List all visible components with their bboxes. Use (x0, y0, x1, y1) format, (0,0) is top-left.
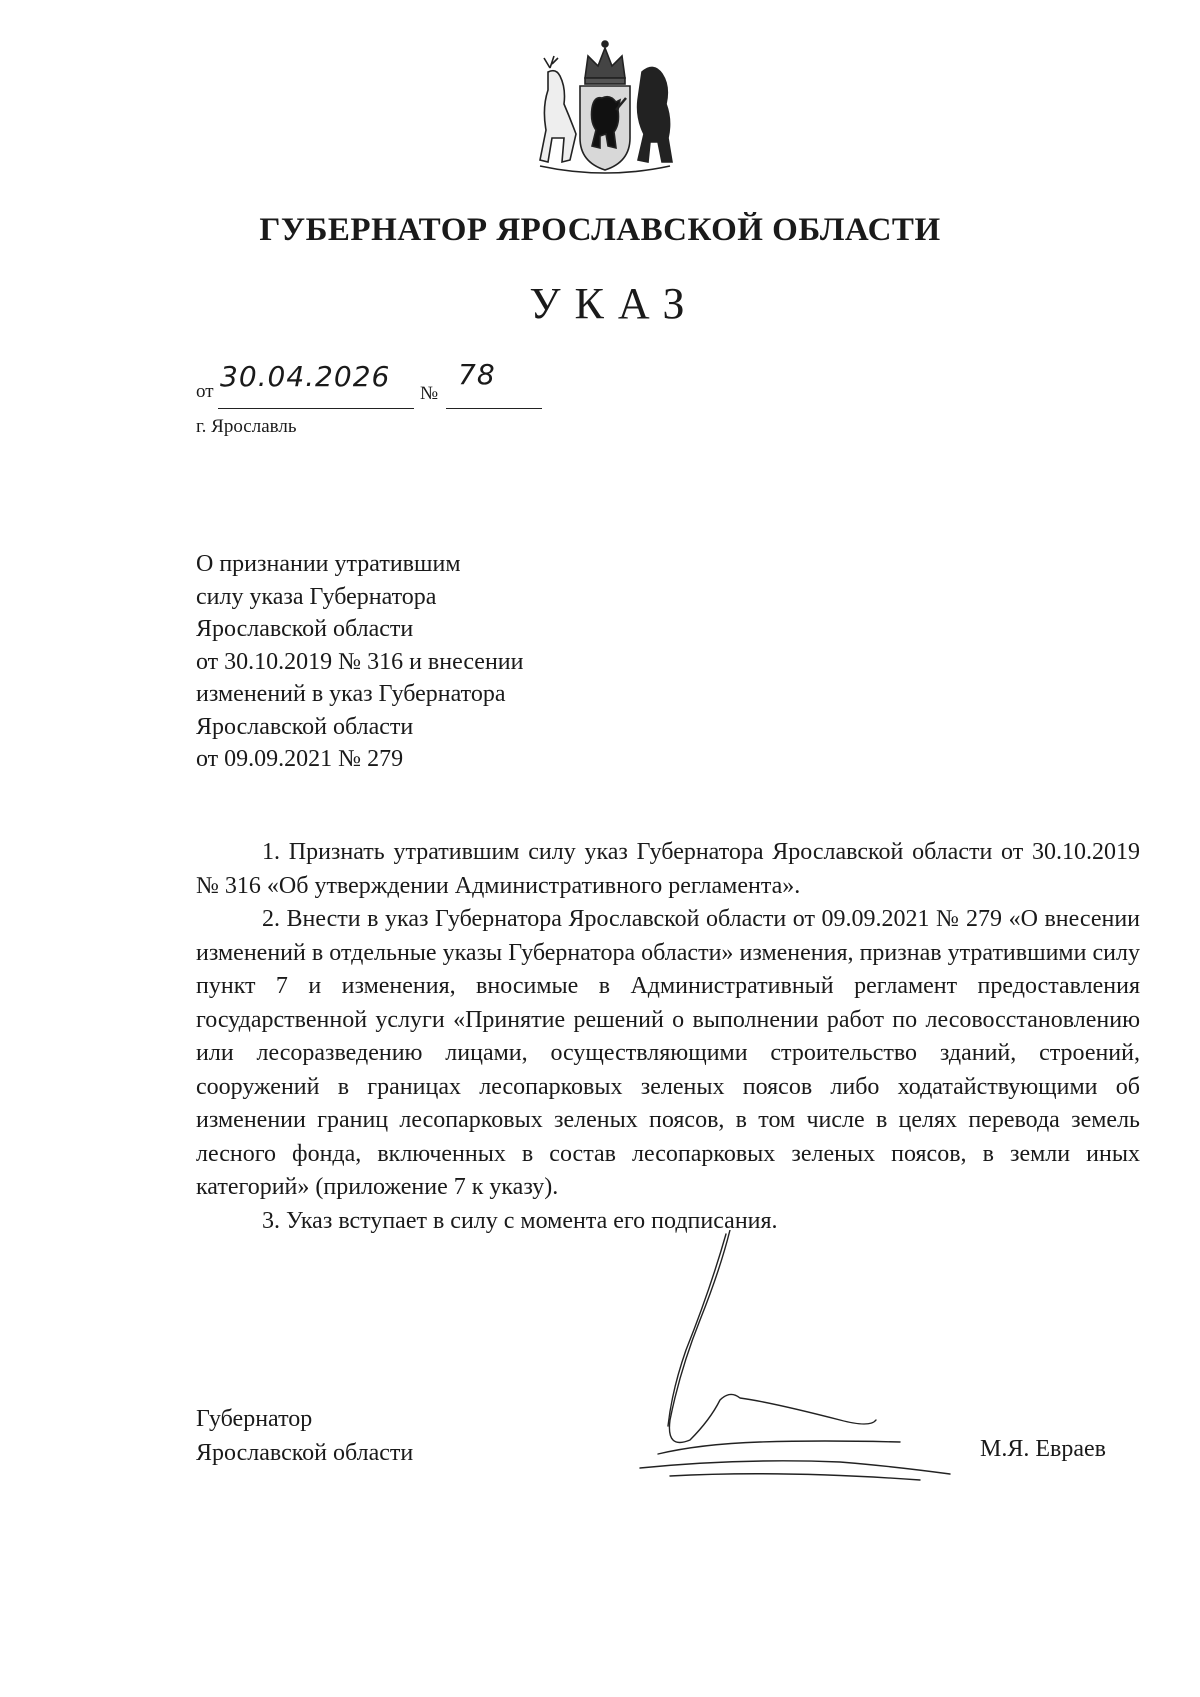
org-title: ГУБЕРНАТОР ЯРОСЛАВСКОЙ ОБЛАСТИ (259, 212, 941, 248)
date-prefix: от (196, 381, 214, 402)
subject-line: изменений в указ Губернатора (196, 681, 506, 707)
date-underline (218, 408, 414, 409)
subject-block (196, 548, 676, 776)
subject-line: силу указа Губернатора (196, 583, 437, 610)
paragraph-1: 1. Признать утратившим силу указ Губернатора Ярославской области от 30.10.2019 № 316 «Об утверждении Административного регламента». (196, 839, 1140, 899)
position-line: Ярославской области (196, 1440, 414, 1466)
subject-line: Ярославской области (196, 616, 414, 642)
position-line: Губернатор (196, 1406, 313, 1432)
signatory-position (196, 1402, 413, 1470)
subject-line: от 09.09.2021 № 279 (196, 746, 404, 772)
paragraph-2: 2. Внести в указ Губернатора Ярославской области от 09.09.2021 № 279 «О внесении изменений в отдельные указы Губернатора области» изменения, признав утратившими силу пункт 7 и изменения, вносимые в Административный регламент предоставления государственной услуги «Принятие решений о выполнении работ по лесовосстановлению или лесоразведению лицами, осуществляющими строительство зданий, строений, сооружений в границах лесопарковых зеленых поясов либо ходатайствующими об изменении границ лесопарковых зеленых поясов, в том числе в целях перевода земель лесного фонда, включенных в состав лесопарковых зеленых поясов, в земли иных категорий» (приложение 7 к указу). (196, 906, 1140, 1200)
date-value: 30.04.2026 (220, 360, 391, 393)
subject-line: от 30.10.2019 № 316 и внесении (196, 648, 524, 675)
number-prefix: № (420, 383, 439, 404)
coat-of-arms-icon (530, 38, 680, 178)
document-type: УКАЗ (529, 279, 699, 328)
handwritten-signature (540, 1230, 960, 1530)
subject-line: О признании утратившим (196, 551, 461, 577)
decree-body (196, 836, 1140, 1238)
number-value: 78 (458, 358, 496, 391)
number-underline (446, 408, 542, 409)
paragraph-3: 3. Указ вступает в силу с момента его подписания. (262, 1207, 778, 1234)
signatory-name: М.Я. Евраев (980, 1436, 1106, 1462)
city: г. Ярославль (196, 416, 297, 437)
subject-line: Ярославской области (196, 713, 414, 740)
